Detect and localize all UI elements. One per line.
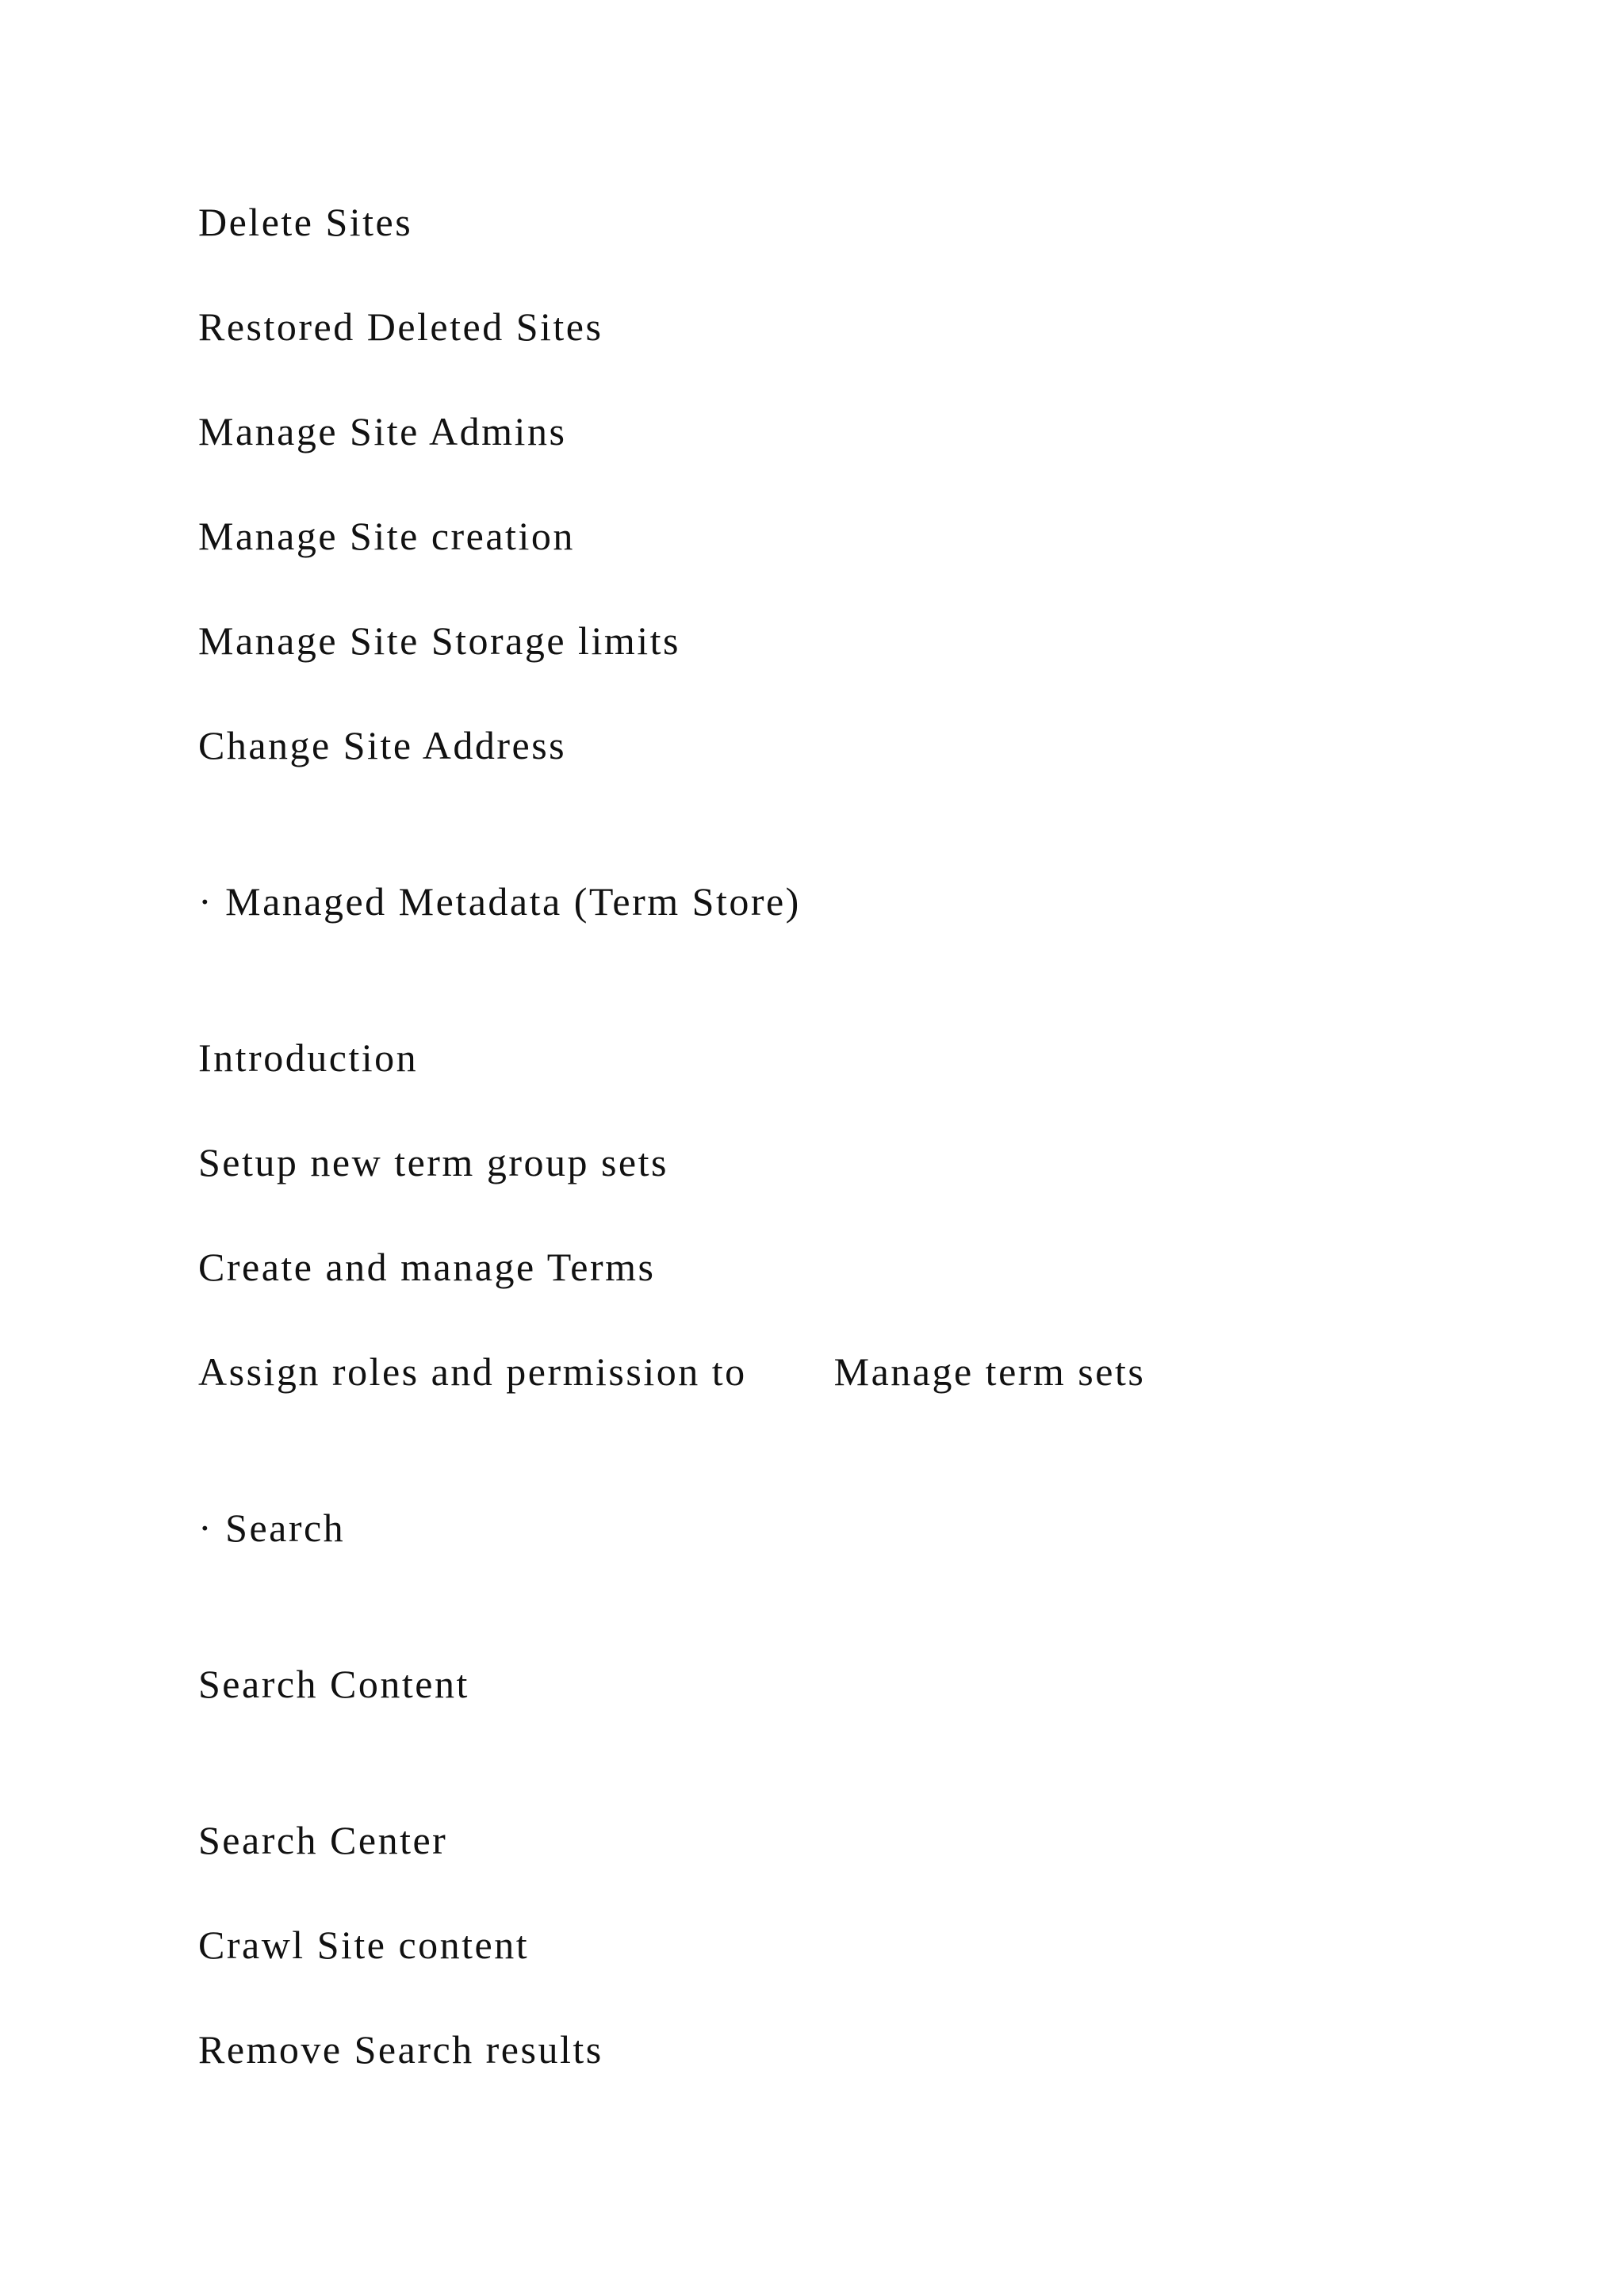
list-item-setup-term-group-sets: Setup new term group sets [198, 1140, 668, 1184]
section-heading-search: · Search [198, 1506, 346, 1550]
list-item-delete-sites: Delete Sites [198, 200, 413, 244]
assign-roles-text: Assign roles and permission to [198, 1349, 747, 1394]
manage-term-sets-text: Manage term sets [833, 1349, 1146, 1394]
section-heading-managed-metadata: · Managed Metadata (Term Store) [198, 879, 801, 924]
list-item-manage-site-storage-limits: Manage Site Storage limits [198, 618, 680, 663]
list-item-assign-roles [198, 1349, 1146, 1394]
list-item-search-content: Search Content [198, 1662, 469, 1706]
list-item-remove-search-results: Remove Search results [198, 2027, 603, 2072]
list-item-manage-site-admins: Manage Site Admins [198, 409, 567, 453]
list-item-manage-site-creation: Manage Site creation [198, 514, 575, 558]
list-item-crawl-site-content: Crawl Site content [198, 1923, 530, 1967]
list-item-create-manage-terms: Create and manage Terms [198, 1245, 656, 1289]
list-item-change-site-address: Change Site Address [198, 723, 567, 767]
list-item-introduction: Introduction [198, 1035, 419, 1080]
list-item-search-center: Search Center [198, 1818, 448, 1862]
list-item-restored-deleted-sites: Restored Deleted Sites [198, 304, 603, 349]
